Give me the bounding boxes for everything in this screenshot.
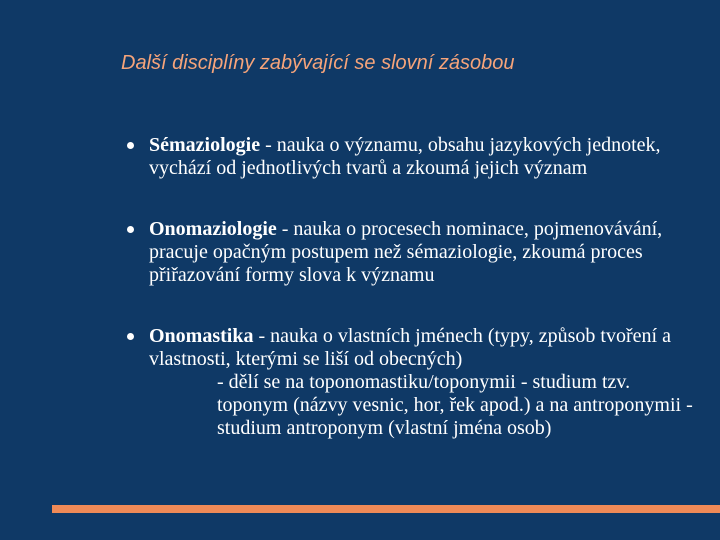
bullet-dot-icon [127,142,134,149]
bullet-list [127,134,697,478]
term-label: Sémaziologie [149,134,261,156]
list-item [127,325,697,440]
term-label: Onomaziologie [149,218,277,240]
bullet-dot-icon [127,333,134,340]
term-subdescription: - dělí se na toponomastiku/toponymii - studium tzv. toponym (názvy vesnic, hor, řek apod.) a na antroponymii - studium antroponym (vlastní jména osob) [217,371,693,439]
list-item [127,218,697,287]
slide-title: Další disciplíny zabývající se slovní zásobou [121,52,515,74]
list-item [127,134,697,180]
bullet-dot-icon [127,226,134,233]
term-description: - nauka o vlastních jménech (typy, způsob tvoření a vlastnosti, kterými se liší od obecných) [149,325,671,370]
accent-bar [52,505,720,513]
term-label: Onomastika [149,325,254,347]
term-description: - nauka o významu, obsahu jazykových jednotek, vychází od jednotlivých tvarů a zkoumá jejich význam [149,134,661,179]
term-description: - nauka o procesech nominace, pojmenovávání, pracuje opačným postupem než sémaziologie, zkoumá proces přiřazování formy slova k významu [149,218,663,286]
